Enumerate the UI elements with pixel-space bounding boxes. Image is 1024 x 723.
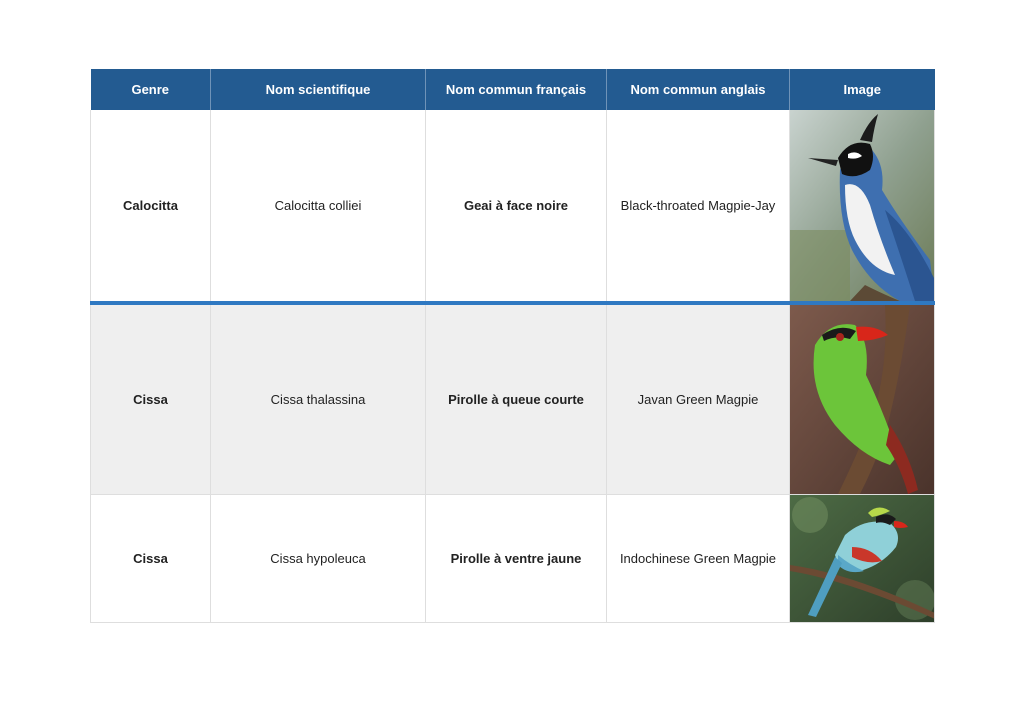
- magpie-jay-photo: [790, 110, 935, 301]
- bird-photo: [790, 110, 935, 303]
- english-name-cell: Javan Green Magpie: [607, 303, 790, 495]
- species-table: [90, 69, 935, 623]
- genre-cell: Cissa: [91, 495, 211, 623]
- english-name-cell: Indochinese Green Magpie: [607, 495, 790, 623]
- scientific-name-cell: Calocitta colliei: [211, 110, 426, 303]
- scientific-name-cell: Cissa hypoleuca: [211, 495, 426, 623]
- header-english-common-name: Nom commun anglais: [607, 69, 790, 110]
- table-row: [91, 110, 935, 303]
- table-row: [91, 495, 935, 623]
- javan-magpie-photo: [790, 305, 935, 494]
- header-scientific-name: Nom scientifique: [211, 69, 426, 110]
- bird-photo: [790, 495, 935, 623]
- bird-photo: [790, 303, 935, 495]
- indochinese-magpie-photo: [790, 495, 935, 622]
- scientific-name-cell: Cissa thalassina: [211, 303, 426, 495]
- table-row: [91, 303, 935, 495]
- french-name-cell: Geai à face noire: [426, 110, 607, 303]
- header-row: [91, 69, 935, 110]
- french-name-cell: Pirolle à queue courte: [426, 303, 607, 495]
- english-name-cell: Black-throated Magpie-Jay: [607, 110, 790, 303]
- genre-cell: Calocitta: [91, 110, 211, 303]
- genre-cell: Cissa: [91, 303, 211, 495]
- header-french-common-name: Nom commun français: [426, 69, 607, 110]
- french-name-cell: Pirolle à ventre jaune: [426, 495, 607, 623]
- header-genre: Genre: [91, 69, 211, 110]
- header-image: Image: [790, 69, 935, 110]
